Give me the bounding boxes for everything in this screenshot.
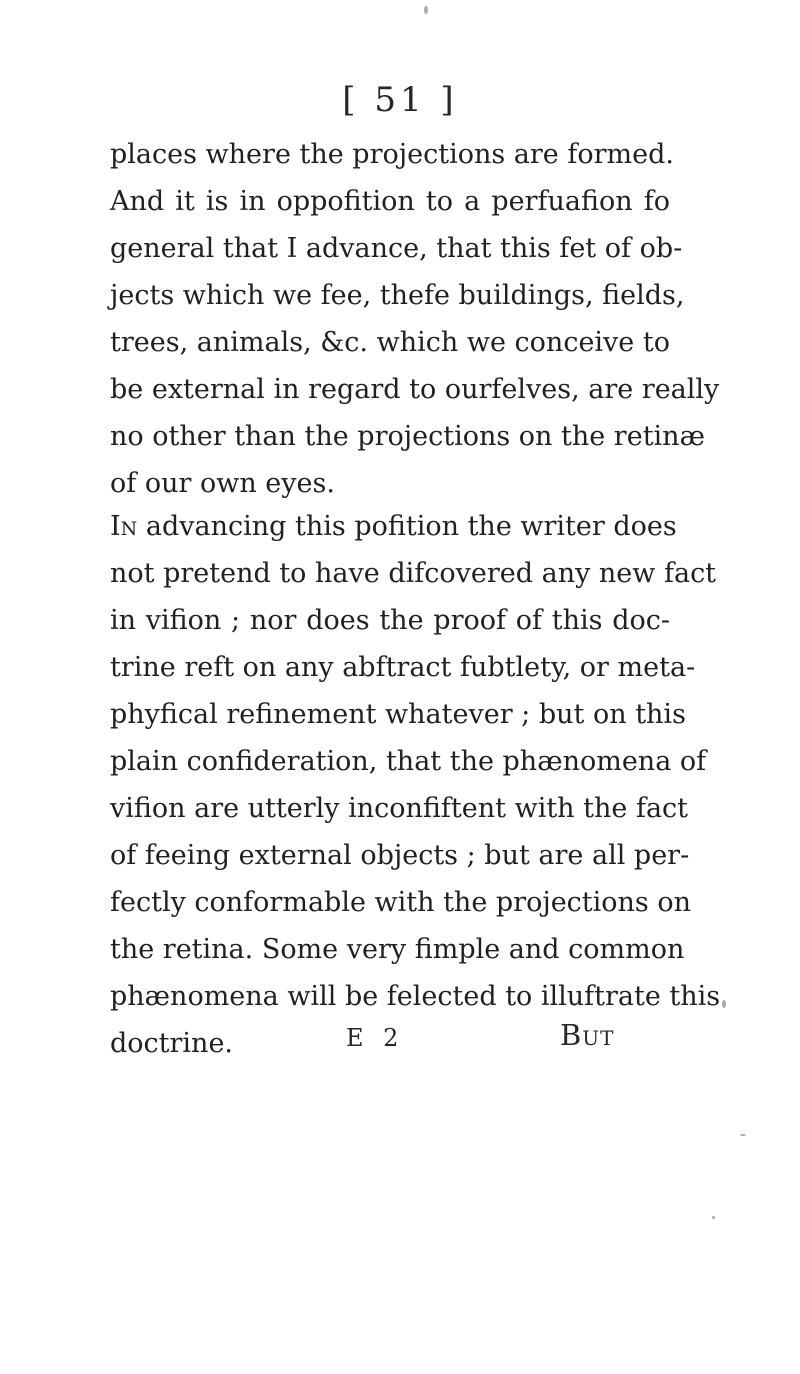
page-number-header: [ 51 ]	[342, 80, 458, 120]
signature-mark: E 2	[346, 1024, 405, 1052]
text-line: jects which we fee, thefe buildings, fields,	[110, 280, 685, 311]
first-line-rest: advancing this pofition the writer does	[137, 511, 677, 542]
text-line: phyfical refinement whatever ; but on this	[110, 699, 686, 730]
text-line: not pretend to have difcovered any new fact	[110, 558, 717, 589]
text-line: no other than the projections on the retinæ	[110, 421, 705, 452]
text-line: places where the projections are formed.	[110, 139, 674, 170]
paragraph-1	[110, 131, 720, 507]
text-line: trees, animals, &c. which we conceive to	[110, 327, 670, 358]
text-line: vifion are utterly inconfiftent with the fact	[110, 793, 689, 824]
text-line: doctrine.	[110, 1028, 234, 1059]
text-line-first	[110, 503, 677, 550]
paper-speck	[740, 1134, 746, 1136]
paper-speck	[424, 6, 428, 14]
text-line: be external in regard to ourfelves, are really	[110, 374, 720, 405]
text-line: fectly conformable with the projections on	[110, 887, 692, 918]
text-line: general that I advance, that this fet of ob-	[110, 233, 683, 264]
paper-speck	[722, 1000, 726, 1008]
text-line: in vifion ; nor does the proof of this doc-	[110, 605, 670, 636]
drop-word: In	[110, 511, 138, 542]
paper-speck	[712, 1216, 715, 1219]
paragraph-2	[110, 503, 721, 1067]
text-line: And it is in oppofition to a perfuafion fo	[110, 186, 670, 217]
text-line: plain confideration, that the phænomena of	[110, 746, 707, 777]
text-line: the retina. Some very fimple and common	[110, 934, 685, 965]
text-line: trine reft on any abftract fubtlety, or meta-	[110, 652, 696, 683]
catchword: But	[560, 1018, 615, 1052]
text-line: of feeing external objects ; but are all per-	[110, 840, 690, 871]
text-line: of our own eyes.	[110, 468, 335, 499]
text-line: phænomena will be felected to illuftrate this	[110, 981, 721, 1012]
